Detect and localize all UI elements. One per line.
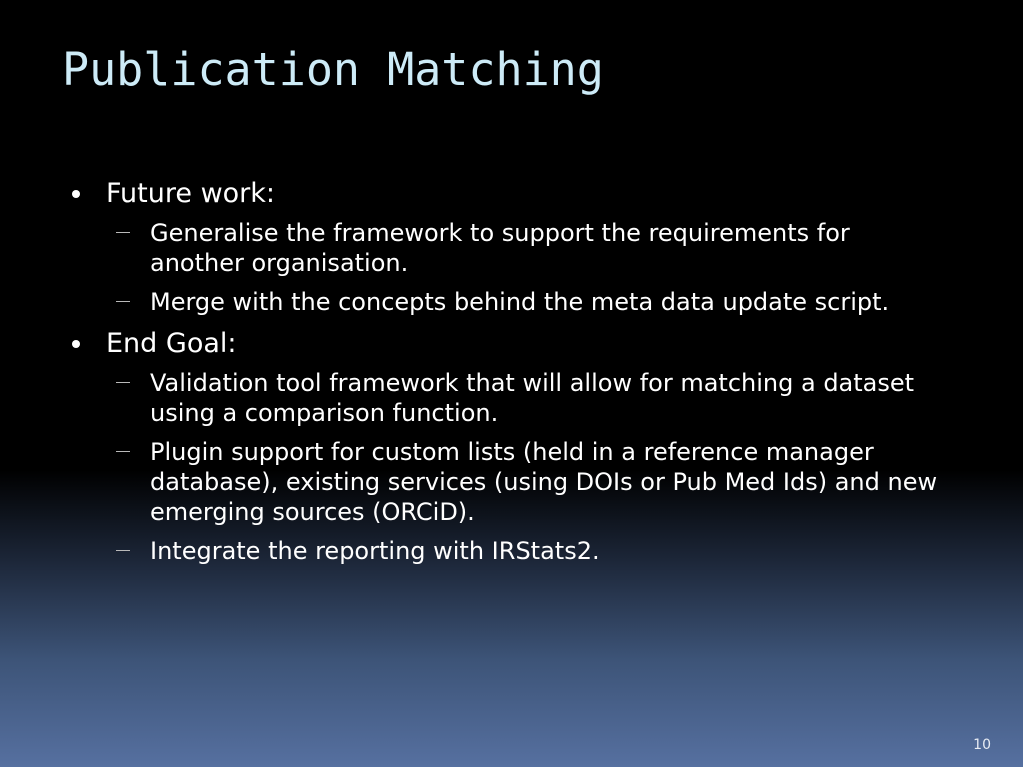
dash-icon bbox=[116, 232, 130, 233]
slide-title: Publication Matching bbox=[62, 43, 604, 96]
dash-icon bbox=[116, 451, 130, 452]
subitem-text: Integrate the reporting with IRStats2. bbox=[150, 537, 600, 565]
subitem-text: Merge with the concepts behind the meta data update script. bbox=[150, 288, 890, 316]
page-number: 10 bbox=[973, 737, 991, 753]
bullet-text: Future work: bbox=[106, 178, 276, 209]
sublist-future-work bbox=[72, 218, 952, 317]
subitem-text: Plugin support for custom lists (held in a reference manager database), existing services (using DOIs or Pub Med Ids) and new emerging sources (ORCiD). bbox=[150, 438, 938, 526]
dash-icon bbox=[116, 550, 130, 551]
subitem bbox=[72, 536, 950, 566]
subitem bbox=[72, 437, 950, 527]
dash-icon bbox=[116, 382, 130, 383]
subitem bbox=[72, 287, 950, 317]
slide-content bbox=[72, 176, 952, 575]
subitem-text: Generalise the framework to support the requirements for another organisation. bbox=[150, 219, 850, 277]
dash-icon bbox=[116, 301, 130, 302]
subitem-text: Validation tool framework that will allow for matching a dataset using a comparison function. bbox=[150, 369, 915, 427]
sublist-end-goal bbox=[72, 368, 952, 566]
bullet-text: End Goal: bbox=[106, 328, 237, 359]
bullet-dot-icon bbox=[72, 340, 80, 348]
bullet-dot-icon bbox=[72, 190, 80, 198]
bullet-end-goal bbox=[72, 326, 952, 362]
bullet-future-work bbox=[72, 176, 952, 212]
subitem bbox=[72, 218, 950, 278]
subitem bbox=[72, 368, 950, 428]
